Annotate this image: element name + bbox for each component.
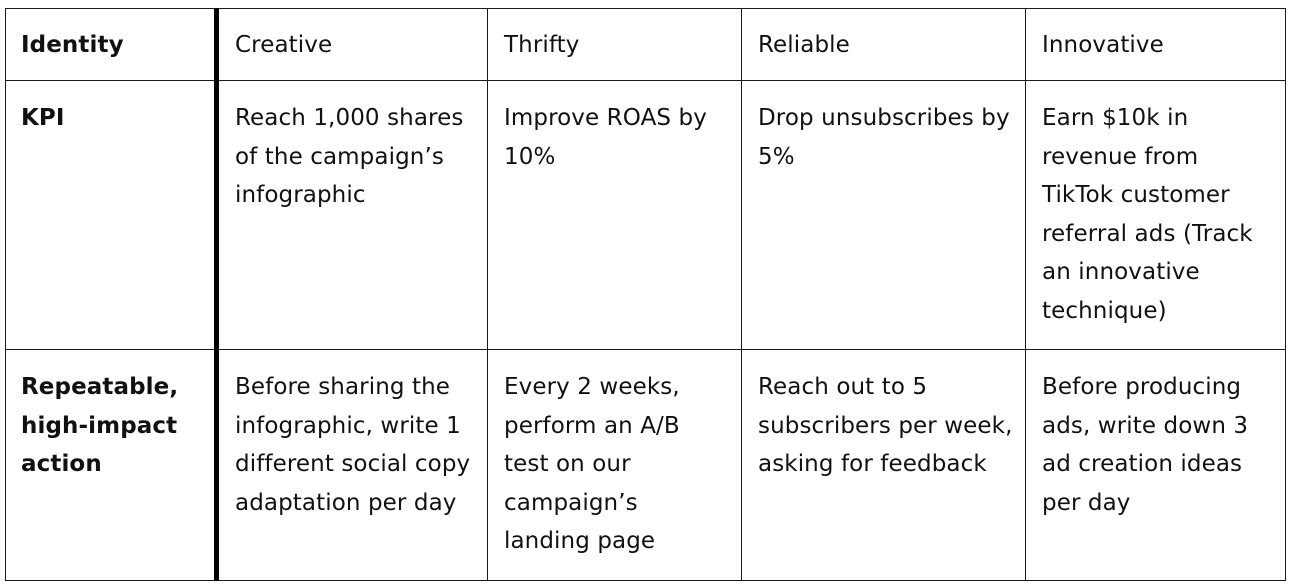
table-row-kpi <box>6 81 1286 350</box>
cell-action-thrifty: Every 2 weeks, perform an A/B test on our campaign’s landing page <box>488 350 742 581</box>
row-header-kpi: KPI <box>6 81 217 350</box>
row-header-identity: Identity <box>6 9 217 81</box>
cell-identity-creative: Creative <box>217 9 488 81</box>
table-row-identity <box>6 9 1286 81</box>
cell-identity-thrifty: Thrifty <box>488 9 742 81</box>
cell-action-reliable: Reach out to 5 subscribers per week, asking for feedback <box>742 350 1026 581</box>
cell-kpi-innovative: Earn $10k in revenue from TikTok customer referral ads (Track an innovative technique) <box>1026 81 1286 350</box>
identity-kpi-action-table <box>5 8 1286 581</box>
cell-action-innovative: Before producing ads, write down 3 ad creation ideas per day <box>1026 350 1286 581</box>
cell-identity-innovative: Innovative <box>1026 9 1286 81</box>
cell-identity-reliable: Reliable <box>742 9 1026 81</box>
cell-kpi-creative: Reach 1,000 shares of the campaign’s infographic <box>217 81 488 350</box>
table-row-action <box>6 350 1286 581</box>
cell-kpi-thrifty: Improve ROAS by 10% <box>488 81 742 350</box>
row-header-action: Repeatable, high-impact action <box>6 350 217 581</box>
cell-kpi-reliable: Drop unsubscribes by 5% <box>742 81 1026 350</box>
cell-action-creative: Before sharing the infographic, write 1 different social copy adaptation per day <box>217 350 488 581</box>
